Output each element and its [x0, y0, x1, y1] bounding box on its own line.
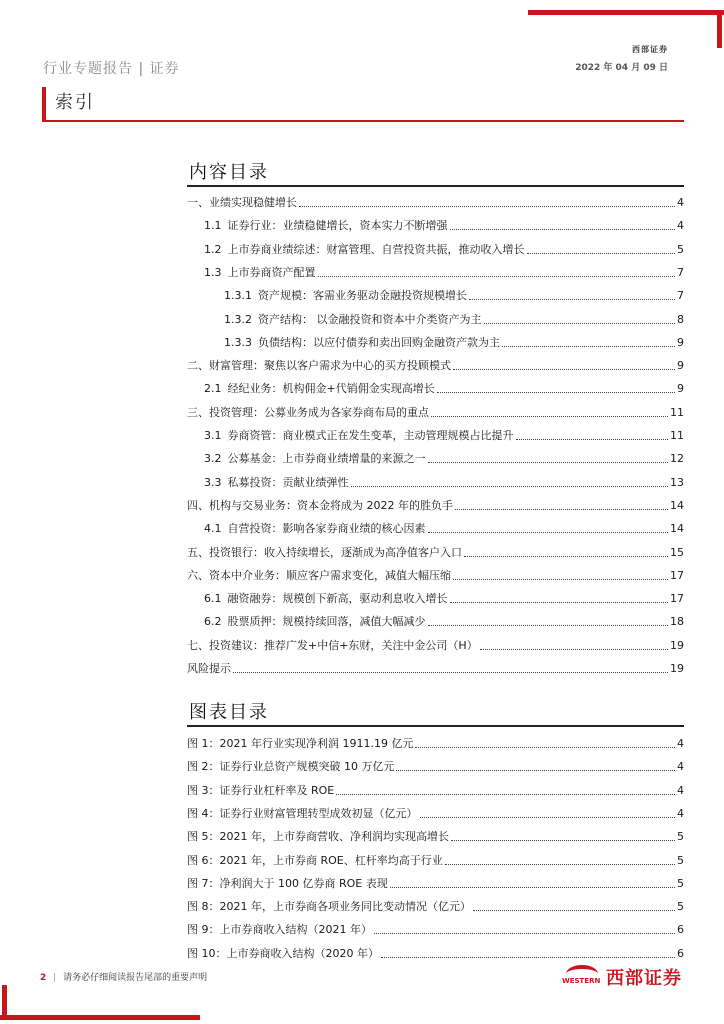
section-label: 索引: [55, 92, 95, 113]
figure-entry[interactable]: [187, 894, 684, 914]
toc-entry-title: 三、投资管理：公募业务成为各家券商布局的重点: [187, 405, 429, 419]
page-ref: 6: [677, 923, 684, 937]
header-divider: [42, 120, 684, 122]
page-ref: 4: [677, 806, 684, 820]
toc-entry-title: 融资融券：规模创下新高，驱动利息收入增长: [227, 592, 448, 606]
figure-entry[interactable]: [187, 848, 684, 868]
dot-leader: [351, 485, 669, 487]
toc-entry-number: 3.1: [204, 429, 222, 442]
dot-leader: [233, 671, 668, 673]
toc-title-underline: [187, 185, 684, 187]
page-ref: 9: [677, 382, 684, 396]
toc-entry-title: 公募基金：上市券商业绩增量的来源之一: [227, 452, 426, 466]
toc-entry[interactable]: [187, 376, 684, 396]
toc-entry[interactable]: [187, 423, 684, 443]
page-ref: 7: [677, 265, 684, 279]
figure-entry-title: 图 7：净利润大于 100 亿券商 ROE 表现: [187, 876, 388, 890]
footer-separator: |: [53, 973, 57, 983]
figure-list-title: 图表目录: [189, 702, 269, 723]
page-ref: 12: [670, 452, 684, 466]
dot-leader: [453, 368, 675, 370]
dot-leader: [415, 746, 675, 748]
toc-entry-number: 4.1: [204, 522, 222, 536]
footer: [40, 970, 207, 983]
figure-entry[interactable]: [187, 778, 684, 798]
toc-entry[interactable]: [187, 633, 684, 653]
toc-entry[interactable]: [187, 330, 684, 350]
toc-entry[interactable]: [187, 446, 684, 466]
toc-entry[interactable]: [187, 260, 684, 280]
dot-leader: [516, 438, 669, 440]
toc-entry-title: 七、投资建议：推荐广发+中信+东财，关注中金公司（H）: [187, 638, 478, 652]
page-ref: 4: [677, 219, 684, 233]
toc-entry-title: 资产规模：客需业务驱动金融投资规模增长: [258, 289, 467, 303]
toc-entry-title: 股票质押：规模持续回落，减值大幅减少: [227, 615, 426, 629]
toc-entry[interactable]: [187, 563, 684, 583]
dot-leader: [428, 624, 669, 626]
toc-entry-title: 券商资管：商业模式正在发生变革，主动管理规模占比提升: [227, 429, 514, 442]
figure-entry[interactable]: [187, 941, 684, 961]
toc-entry-title: 四、机构与交易业务：资本金将成为 2022 年的胜负手: [187, 498, 453, 512]
toc-title: 内容目录: [189, 162, 269, 183]
page-ref: 4: [677, 196, 684, 209]
figure-entry[interactable]: [187, 731, 684, 751]
dot-leader: [428, 461, 669, 463]
page-ref: 5: [677, 830, 684, 844]
top-red-bracket-vertical: [717, 10, 722, 48]
figure-entry-title: 图 10：上市券商收入结构（2020 年）: [187, 946, 379, 960]
page-ref: 9: [677, 335, 684, 349]
section-marker: [42, 87, 46, 120]
figure-entry-title: 图 1：2021 年行业实现净利润 1911.19 亿元: [187, 737, 414, 750]
toc-entry-title: 经纪业务：机构佣金+代销佣金实现高增长: [227, 382, 435, 396]
toc-entry[interactable]: [187, 656, 684, 676]
toc-entry-title: 六、资本中介业务：顺应客户需求变化，减值大幅压缩: [187, 568, 451, 582]
dot-leader: [455, 508, 668, 510]
page-ref: 4: [677, 737, 684, 750]
toc-entry[interactable]: [187, 493, 684, 513]
dot-leader: [445, 863, 675, 865]
dot-leader: [480, 648, 668, 650]
report-category: 行业专题报告 | 证券: [43, 61, 180, 77]
toc-entry[interactable]: [187, 283, 684, 303]
page-ref: 17: [670, 568, 684, 582]
page-ref: 14: [670, 522, 684, 536]
toc-entry[interactable]: [187, 213, 684, 233]
page-ref: 4: [677, 760, 684, 774]
bottom-red-bracket-vertical: [2, 985, 7, 1020]
toc-entry-title: 负债结构：以应付债券和卖出回购金融资产款为主: [258, 335, 500, 349]
toc-entry[interactable]: [187, 237, 684, 257]
top-red-bracket-horizontal: [528, 10, 724, 15]
toc-entry[interactable]: [187, 586, 684, 606]
page-ref: 5: [677, 242, 684, 256]
page-ref: 14: [670, 498, 684, 512]
figure-entry[interactable]: [187, 754, 684, 774]
dot-leader: [437, 391, 675, 393]
toc-entry-number: 3.3: [204, 475, 222, 489]
figure-entry-title: 图 5：2021 年，上市券商营收、净利润均实现高增长: [187, 830, 449, 844]
toc-entry-number: 1.2: [204, 242, 222, 256]
dot-leader: [420, 816, 676, 818]
dot-leader: [374, 932, 675, 934]
dot-leader: [428, 531, 669, 533]
dot-leader: [469, 298, 675, 300]
toc-entry-number: 1.1: [204, 219, 222, 233]
figure-entry-title: 图 2：证券行业总资产规模突破 10 万亿元: [187, 760, 395, 774]
dot-leader: [473, 909, 675, 911]
toc-entry[interactable]: [187, 540, 684, 560]
dot-leader: [381, 956, 675, 958]
page-ref: 19: [670, 662, 684, 675]
footer-disclaimer: 请务必仔细阅读报告尾部的重要声明: [63, 973, 208, 983]
bottom-red-bracket-horizontal: [0, 1015, 200, 1020]
dot-leader: [450, 601, 669, 603]
page-ref: 5: [677, 876, 684, 890]
toc-entry-title: 证券行业：业绩稳健增长，资本实力不断增强: [227, 219, 448, 233]
figure-list-title-underline: [187, 725, 684, 727]
dot-leader: [396, 769, 675, 771]
logo-english-text: WESTERN: [562, 977, 601, 985]
figure-entry-title: 图 3：证券行业杠杆率及 ROE: [187, 783, 335, 797]
page-ref: 9: [677, 359, 684, 373]
dot-leader: [484, 322, 676, 324]
dot-leader: [336, 793, 675, 795]
page-ref: 15: [670, 545, 684, 559]
toc-entry[interactable]: [187, 307, 684, 327]
dot-leader: [464, 555, 668, 557]
page-ref: 13: [670, 475, 684, 489]
dot-leader: [450, 228, 676, 230]
toc-entry-title: 上市券商业绩综述：财富管理、自营投资共振，推动收入增长: [227, 242, 525, 256]
toc-entry-number: 1.3.1: [224, 289, 252, 303]
toc-entry-number: 6.2: [204, 615, 222, 629]
figure-entry-title: 图 9：上市券商收入结构（2021 年）: [187, 923, 372, 937]
toc-entry-number: 1.3.2: [224, 312, 252, 326]
page-ref: 5: [677, 853, 684, 867]
toc-entry-title: 上市券商资产配置: [227, 265, 316, 279]
header-company-name: 西部证券: [632, 45, 668, 54]
dot-leader: [453, 578, 668, 580]
dot-leader: [527, 252, 676, 254]
toc-entry-number: 6.1: [204, 592, 222, 606]
toc-entry-number: 2.1: [204, 382, 222, 396]
toc-entry-number: 1.3.3: [224, 335, 252, 349]
toc-entry-title: 私募投资：贡献业绩弹性: [227, 475, 349, 489]
page-ref: 18: [670, 615, 684, 629]
toc-entry-title: 资产结构： 以金融投资和资本中介类资产为主: [258, 312, 482, 326]
toc-entry-title: 风险提示: [187, 662, 231, 675]
toc-entry[interactable]: [187, 516, 684, 536]
figure-entry-title: 图 8：2021 年，上市券商各项业务同比变动情况（亿元）: [187, 900, 471, 914]
toc-entry[interactable]: [187, 353, 684, 373]
dot-leader: [431, 415, 668, 417]
page-ref: 6: [677, 946, 684, 960]
figure-entry[interactable]: [187, 871, 684, 891]
toc-entry[interactable]: [187, 470, 684, 490]
figure-entry-title: 图 4：证券行业财富管理转型成效初显（亿元）: [187, 806, 418, 820]
figure-entry[interactable]: [187, 801, 684, 821]
figure-entry-title: 图 6：2021 年，上市券商 ROE、杠杆率均高于行业: [187, 853, 443, 867]
page-ref: 8: [677, 312, 684, 326]
page-number: 2: [40, 973, 47, 983]
page-ref: 4: [677, 783, 684, 797]
toc-entry-number: 1.3: [204, 265, 222, 279]
toc-entry-title: 一、业绩实现稳健增长: [187, 196, 297, 209]
page-ref: 7: [677, 289, 684, 303]
page-ref: 5: [677, 900, 684, 914]
dot-leader: [451, 839, 675, 841]
figure-entry[interactable]: [187, 824, 684, 844]
toc-entry-title: 二、财富管理：聚焦以客户需求为中心的买方投顾模式: [187, 359, 451, 373]
toc-entry[interactable]: [187, 190, 684, 210]
page-ref: 19: [670, 638, 684, 652]
toc-entry-number: 3.2: [204, 452, 222, 466]
page-ref: 17: [670, 592, 684, 606]
dot-leader: [299, 205, 675, 207]
dot-leader: [390, 886, 675, 888]
page-ref: 11: [670, 429, 684, 442]
toc-entry-title: 五、投资银行：收入持续增长，逐渐成为高净值客户入口: [187, 545, 462, 559]
page-ref: 11: [670, 405, 684, 419]
toc-entry-title: 自营投资：影响各家券商业绩的核心因素: [227, 522, 426, 536]
dot-leader: [502, 345, 675, 347]
figure-entry[interactable]: [187, 917, 684, 937]
dot-leader: [318, 275, 676, 277]
toc-entry[interactable]: [187, 400, 684, 420]
report-date: 2022 年 04 月 09 日: [575, 63, 668, 73]
logo-swoosh-icon: [562, 965, 602, 989]
company-logo: [562, 964, 682, 990]
toc-entry[interactable]: [187, 609, 684, 629]
logo-chinese-text: 西部证券: [606, 968, 682, 989]
